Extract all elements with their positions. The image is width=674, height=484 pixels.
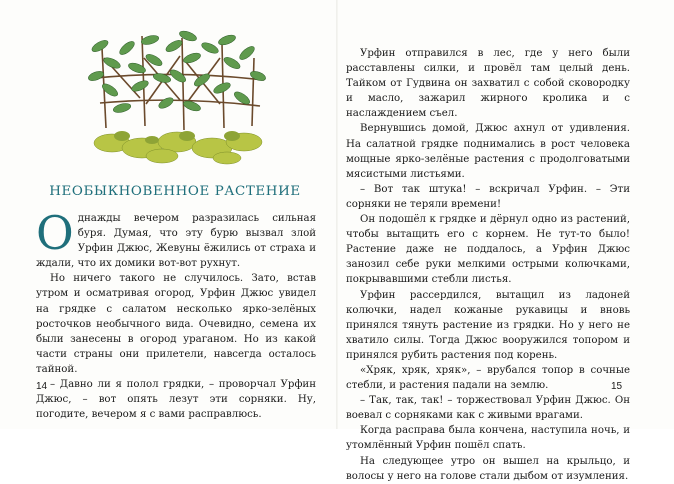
paragraph: Вернувшись домой, Джюс ахнул от удивления. На салатной грядке поднимались в рост человека мощные ярко-зелёные растения с продолговатыми мясистыми листьями.: [346, 123, 630, 180]
paragraph: Он подошёл к грядке и дёрнул одно из растений, чтобы вытащить его с корнем. Не тут-то было! Растение даже не поддалось, а Урфин Джюс занозил себе руки мелкими острыми колючками, покрывавшими стебли листья.: [346, 214, 630, 286]
paragraph: Однажды вечером разразилась сильная буря. Думая, что эту бурю вызвал злой Урфин Джюс, Жевуны ёжились от страха и ждали, что их домики вот-вот рухнут.: [36, 206, 316, 270]
paragraph: Урфин рассердился, вытащил из ладоней колючки, надел кожаные рукавицы и вновь принялся тянуть растение из грядки. Но у него не хватило силы. Тогда Джюс вооружился топором и принялся рубить растения под корень.: [346, 289, 630, 361]
paragraph: На следующее утро он вышел на крыльцо, и волосы у него на голове стали дыбом от изумления.: [346, 455, 630, 482]
paragraph: – Так, так, так! – торжествовал Урфин Джюс. Он воевал с сорняками как с живыми врагами.: [346, 395, 630, 422]
drop-cap: О: [36, 206, 74, 260]
garden-plants-illustration: [82, 18, 272, 168]
page-number: 14: [36, 381, 48, 392]
left-page: [0, 0, 337, 429]
paragraph: Когда расправа была кончена, наступила ночь, и утомлённый Урфин пошёл спать.: [346, 425, 630, 452]
right-page-text: [346, 46, 630, 484]
page-number: 15: [611, 381, 623, 392]
paragraph: «Хряк, хряк, хряк», – врубался топор в сочные стебли, и растения падали на землю.: [346, 364, 630, 392]
chapter-title: НЕОБЫКНОВЕННОЕ РАСТЕНИЕ: [49, 184, 301, 199]
paragraph: Урфин отправился в лес, где у него были расставлены силки, и провёл там целый день. Тайком от Гудвина он захватил с собой сковородку и масло, зажарил жирного кролика и с наслаждением съел.: [346, 48, 630, 120]
paragraph: – Вот так штука! – вскричал Урфин. – Эти сорняки не теряли времени!: [346, 183, 630, 210]
paragraph: Но ничего такого не случилось. Зато, встав утром и осматривая огород, Урфин Джюс увидел на грядке с салатом несколько ярко-зелёных росточков необычного вида. Очевидно, семена их были занесены в огород ураганом. Но из какой части страны они прилетели, навсегда осталось тайной.: [36, 273, 316, 375]
paragraph: – Давно ли я полол грядки, – проворчал Урфин Джюс, – вот опять лезут эти сорняки. Ну, погодите, вечером я с вами расправлюсь.: [36, 379, 316, 421]
left-page-text: [36, 206, 316, 422]
